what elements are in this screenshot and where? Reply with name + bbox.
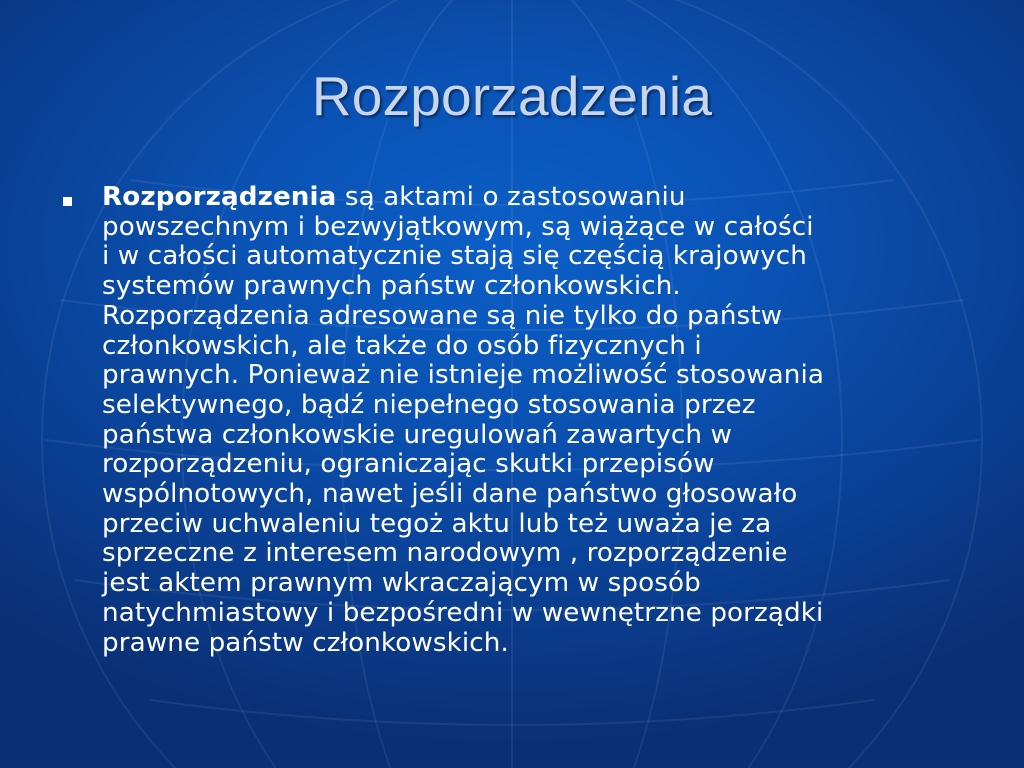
bullet-text-line: sprzeczne z interesem narodowym , rozporządzenie bbox=[102, 538, 788, 569]
bullet-lead-term: Rozporządzenia bbox=[102, 182, 337, 212]
bullet-text-line: systemów prawnych państw członkowskich. bbox=[102, 271, 681, 302]
bullet-text-line: jest aktem prawnym wkraczającym w sposób bbox=[102, 568, 701, 599]
bullet-text-line: powszechnym i bezwyjątkowym, są wiążące w całości bbox=[102, 211, 814, 242]
bullet-text-line: członkowskich, ale także do osób fizycznych i bbox=[102, 330, 702, 361]
bullet-text bbox=[102, 183, 972, 658]
bullet-text-line: prawne państw członkowskich. bbox=[102, 627, 509, 658]
bullet-text-line: rozporządzeniu, ograniczając skutki przepisów bbox=[102, 449, 715, 480]
bullet-text-line: przeciw uchwaleniu tegoż aktu lub też uważa je za bbox=[102, 508, 772, 539]
bullet-text-line-1-rest: są aktami o zastosowaniu bbox=[336, 182, 686, 212]
bullet-text-line: i w całości automatycznie stają się częścią krajowych bbox=[102, 241, 807, 272]
bullet-text-line: państwa członkowskie uregulowań zawartych w bbox=[102, 419, 732, 450]
bullet-text-line: Rozporządzenia adresowane są nie tylko do państw bbox=[102, 300, 783, 331]
bullet-text-line: selektywnego, bądź niepełnego stosowania przez bbox=[102, 389, 756, 420]
bullet-text-line: natychmiastowy i bezpośredni w wewnętrzne porządki bbox=[102, 597, 824, 628]
bullet-marker-icon bbox=[63, 197, 72, 206]
slide-title: Rozporzadzenia bbox=[311, 65, 713, 127]
bullet-text-line: wspólnotowych, nawet jeśli dane państwo głosowało bbox=[102, 479, 798, 510]
bullet-text-line: prawnych. Ponieważ nie istnieje możliwość stosowania bbox=[102, 360, 825, 391]
bullet-text-line-1 bbox=[102, 183, 972, 213]
